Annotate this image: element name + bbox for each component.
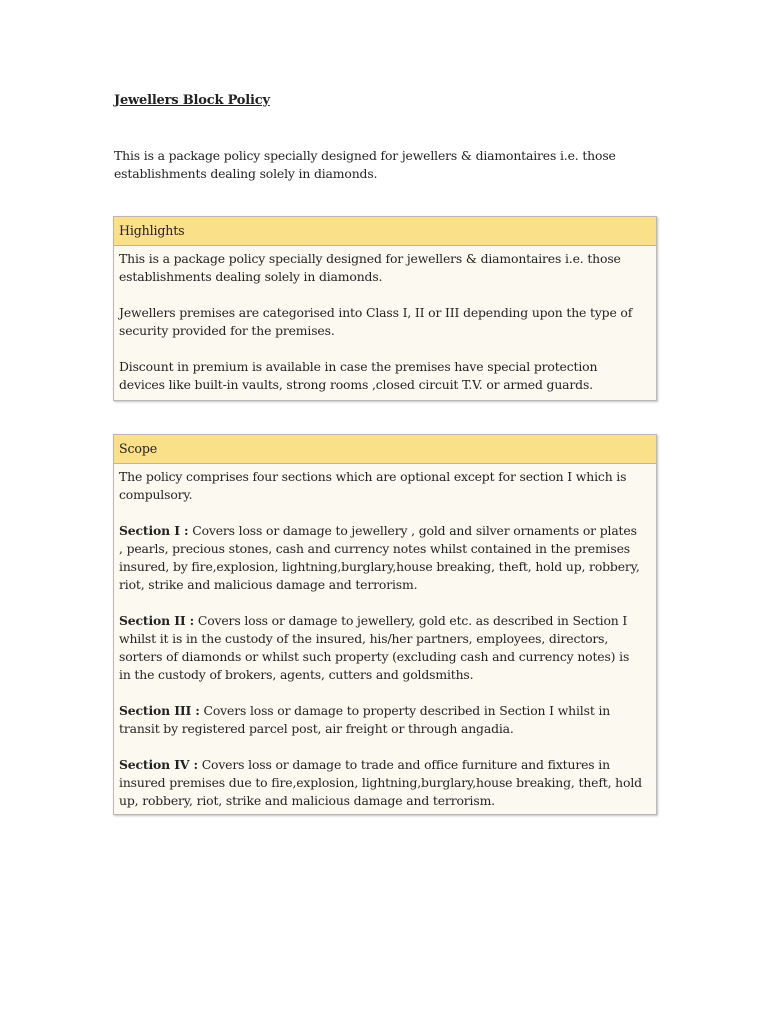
highlight-paragraph: This is a package policy specially designed for jewellers & diamontaires i.e. those establishments dealing solely in diamonds. bbox=[119, 251, 621, 284]
highlights-body bbox=[114, 246, 656, 402]
section-paragraph bbox=[119, 702, 644, 738]
section-paragraph bbox=[119, 522, 644, 594]
intro-paragraph: This is a package policy specially designed for jewellers & diamontaires i.e. those establishments dealing solely in diamonds. bbox=[114, 148, 616, 181]
scope-panel bbox=[113, 434, 657, 815]
section-text: Covers loss or damage to property described in Section I whilst in transit by registered parcel post, air freight or through angadia. bbox=[119, 703, 611, 736]
section-label: Section I : bbox=[119, 523, 189, 538]
highlights-panel bbox=[113, 216, 657, 401]
highlight-paragraph: Jewellers premises are categorised into Class I, II or III depending upon the type of security provided for the premises. bbox=[119, 305, 633, 338]
section-label: Section IV : bbox=[119, 757, 198, 772]
section-paragraph bbox=[119, 612, 644, 684]
highlights-header: Highlights bbox=[114, 217, 656, 246]
page-title: Jewellers Block Policy bbox=[114, 93, 270, 108]
section-label: Section III : bbox=[119, 703, 200, 718]
section-text: Covers loss or damage to trade and office furniture and fixtures in insured premises due to fire,explosion, lightning,burglary,house breaking, theft, hold up, robbery, riot, strike and malicious damage and terrorism. bbox=[119, 757, 642, 808]
section-text: Covers loss or damage to jewellery, gold etc. as described in Section I whilst it is in the custody of the insured, his/her partners, employees, directors, sorters of diamonds or whilst such property (excluding cash and currency notes) is in the custody of brokers, agents, cutters and goldsmiths. bbox=[119, 613, 630, 682]
scope-header: Scope bbox=[114, 435, 656, 464]
section-label: Section II : bbox=[119, 613, 195, 628]
section-text: Covers loss or damage to jewellery , gold and silver ornaments or plates , pearls, precious stones, cash and currency notes whilst contained in the premises insured, by fire,explosion, lightning,burglary,house breaking, theft, hold up, robbery, riot, strike and malicious damage and terrorism. bbox=[119, 523, 640, 592]
scope-body bbox=[114, 464, 656, 818]
highlight-paragraph: Discount in premium is available in case the premises have special protection devices like built-in vaults, strong rooms ,closed circuit T.V. or armed guards. bbox=[119, 359, 598, 392]
section-paragraph bbox=[119, 756, 644, 810]
scope-intro: The policy comprises four sections which are optional except for section I which is compulsory. bbox=[119, 469, 627, 502]
